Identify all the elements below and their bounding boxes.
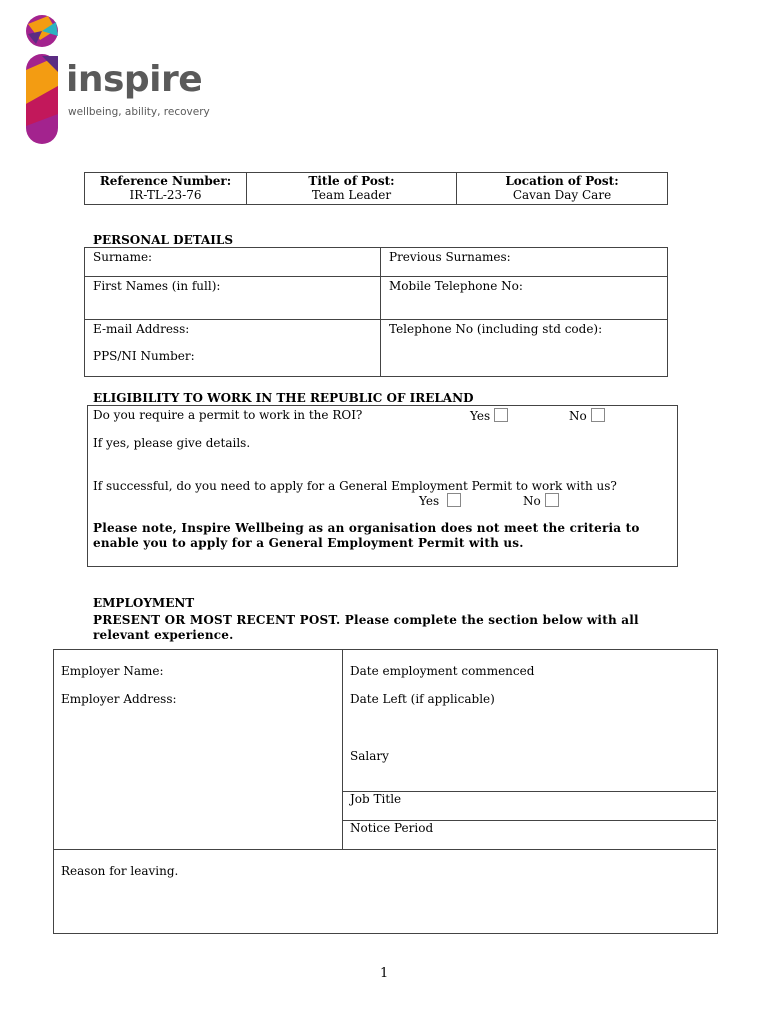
- general-permit-no-checkbox[interactable]: [545, 493, 559, 507]
- permit-no-checkbox[interactable]: [591, 408, 605, 422]
- permit-yes-checkbox[interactable]: [494, 408, 508, 422]
- surname-label: Surname:: [93, 250, 153, 264]
- previous-surnames-field[interactable]: [381, 248, 668, 277]
- logo-tagline: wellbeing, ability, recovery: [68, 106, 210, 118]
- first-names-field[interactable]: [85, 277, 381, 320]
- date-commenced-label[interactable]: Date employment commenced: [350, 664, 535, 678]
- telephone-label: Telephone No (including std code):: [389, 322, 603, 336]
- employment-subheading: PRESENT OR MOST RECENT POST. Please complete the section below with all relevant experience.: [93, 613, 639, 642]
- general-permit-yes-option[interactable]: [419, 493, 461, 508]
- first-names-label: First Names (in full):: [93, 279, 221, 293]
- general-permit-no-label: No: [523, 494, 541, 508]
- location-of-post-cell: [457, 173, 668, 205]
- reason-for-leaving-label[interactable]: Reason for leaving.: [61, 864, 179, 878]
- employer-name-label[interactable]: Employer Name:: [61, 664, 164, 678]
- email-pps-field[interactable]: [85, 320, 381, 377]
- email-label: E-mail Address:: [93, 322, 190, 336]
- general-permit-no-option[interactable]: [523, 493, 559, 508]
- eligibility-heading: ELIGIBILITY TO WORK IN THE REPUBLIC OF IRELAND: [93, 391, 474, 405]
- reason-divider: [53, 849, 716, 850]
- surname-field[interactable]: [85, 248, 381, 277]
- permit-yes-label: Yes: [470, 409, 491, 423]
- salary-label[interactable]: Salary: [350, 749, 389, 763]
- telephone-field[interactable]: [381, 320, 668, 377]
- general-permit-question: If successful, do you need to apply for a General Employment Permit to work with us?: [93, 479, 617, 493]
- permit-no-option[interactable]: [569, 408, 605, 423]
- permit-details-prompt: If yes, please give details.: [93, 436, 251, 450]
- reference-number-value: IR-TL-23-76: [129, 188, 202, 202]
- reference-number-label: Reference Number:: [99, 174, 232, 188]
- permit-yes-option[interactable]: [470, 408, 508, 423]
- title-of-post-label: Title of Post:: [308, 174, 395, 188]
- general-permit-yes-label: Yes: [419, 494, 440, 508]
- mobile-label: Mobile Telephone No:: [389, 279, 523, 293]
- date-left-label[interactable]: Date Left (if applicable): [350, 692, 495, 706]
- personal-details-table: [84, 247, 668, 377]
- notice-period-label[interactable]: Notice Period: [350, 821, 434, 835]
- location-of-post-label: Location of Post:: [505, 174, 619, 188]
- reference-table: [84, 172, 668, 205]
- general-permit-yes-checkbox[interactable]: [447, 493, 461, 507]
- permit-no-label: No: [569, 409, 587, 423]
- logo: [22, 14, 62, 146]
- employment-column-divider: [342, 649, 343, 849]
- page-number: 1: [380, 966, 389, 981]
- job-title-label[interactable]: Job Title: [350, 792, 402, 806]
- personal-details-heading: PERSONAL DETAILS: [93, 233, 234, 247]
- mobile-field[interactable]: [381, 277, 668, 320]
- logo-wordmark: inspire: [66, 59, 203, 100]
- previous-surnames-label: Previous Surnames:: [389, 250, 511, 264]
- employer-address-label[interactable]: Employer Address:: [61, 692, 177, 706]
- logo-mark-icon: [22, 14, 62, 146]
- employment-heading: EMPLOYMENT: [93, 596, 195, 610]
- reference-number-cell: [85, 173, 247, 205]
- title-of-post-cell: [247, 173, 457, 205]
- title-of-post-value: Team Leader: [311, 188, 392, 202]
- permit-question: Do you require a permit to work in the ROI?: [93, 408, 363, 422]
- permit-note: Please note, Inspire Wellbeing as an organisation does not meet the criteria to enable you to apply for a General Employment Permit with us.: [93, 521, 640, 550]
- pps-label: PPS/NI Number:: [93, 349, 195, 363]
- location-of-post-value: Cavan Day Care: [512, 188, 612, 202]
